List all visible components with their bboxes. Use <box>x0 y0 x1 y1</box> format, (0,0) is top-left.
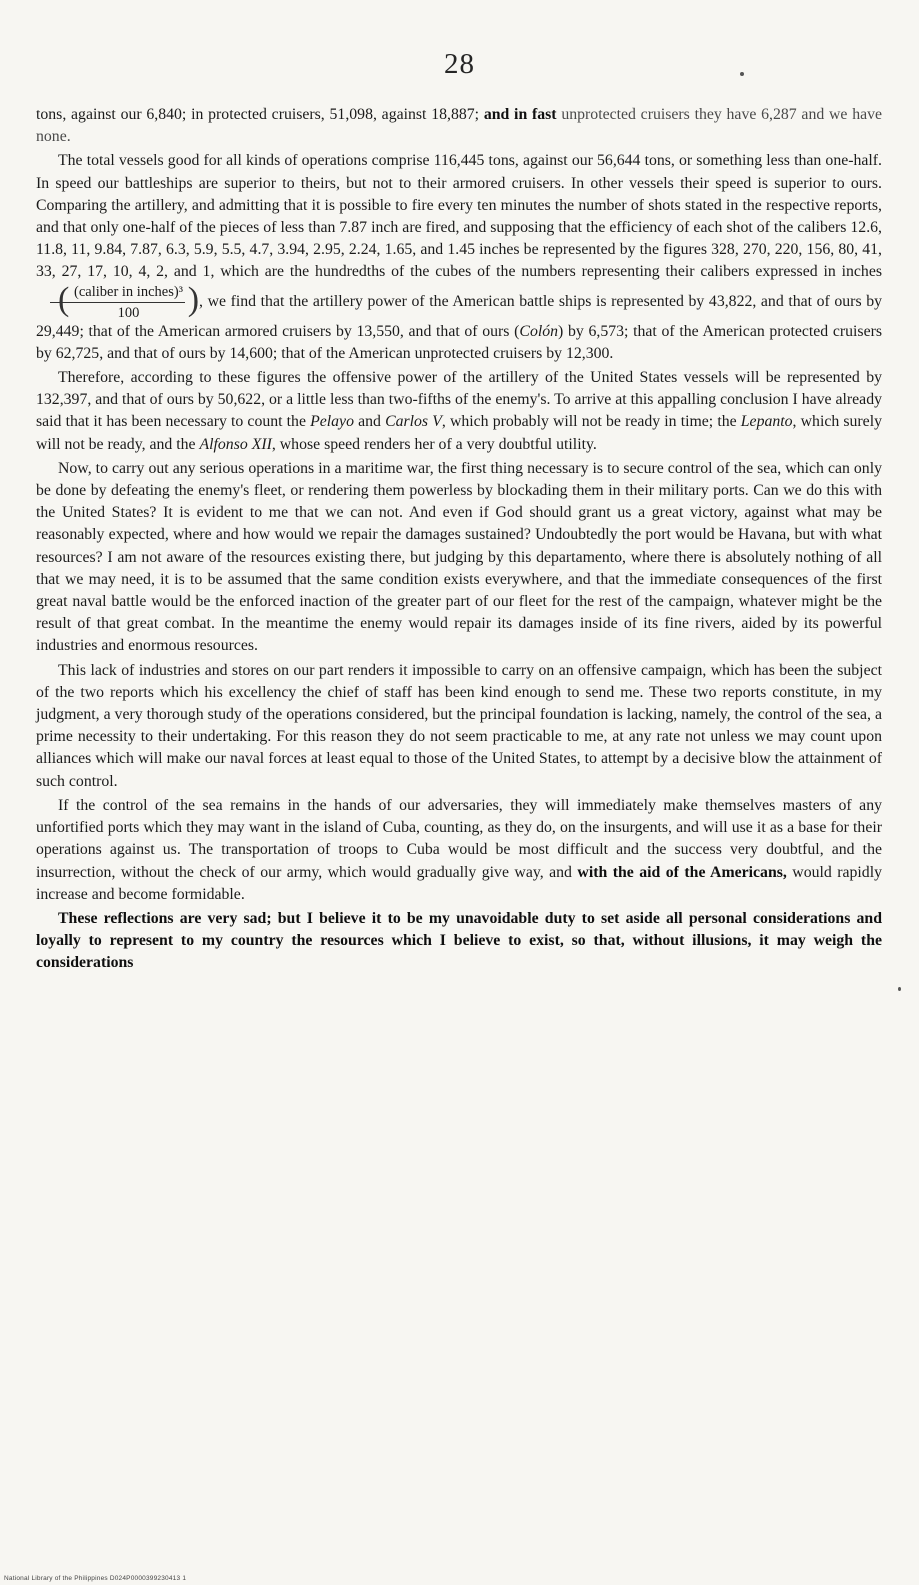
p6-text-c: would rapidly increase and become formidable. <box>36 863 882 903</box>
p3-and: and <box>353 413 386 431</box>
paragraph-3 <box>36 367 882 456</box>
formula-left-paren: ( <box>58 280 70 318</box>
paragraph-4: Now, to carry out any serious operations in a maritime war, the first thing necessary is to secure control of the sea, which can only be done by defeating the enemy's fleet, or rendering them powerless by blockading them in their military ports. Can we do this with the United States? It is evident to me that we can not. And even if God should grant us a great victory, against what may be reasonably expected, where and how would we repair the damages sustained? Undoubtedly the port would be Havana, but with what resources? I am not aware of the resources existing there, but judging by this departamento, where there is absolutely nothing of all that we may need, it is to be assumed that the same condition exists everywhere, and that the immediate consequences of the first great naval battle would be the enforced inaction of the greater part of our fleet for the rest of the campaign, whatever might be the result of that great combat. In the meantime the enemy would repair its damages inside of its fine rivers, aided by its powerful industries and enormous resources. <box>36 459 882 655</box>
p2-text-a: The total vessels good for all kinds of operations comprise 116,445 tons, against our 56,644 tons, or something less than one-half. In speed our battleships are superior to theirs, but not to their armored cruisers. In other vessels their speed is superior to ours. Comparing the artillery, and admitting that it is possible to fire every ten minutes the number of shots stated in the respective reports, and that only one-half of the pieces of less than 7.87 inch are fired, and supposing that the efficiency of each shot of the calibers 12.6, 11.8, 11, 9.84, 7.87, 6.3, 5.9, 5.5, 4.7, 3.94, 2.95, 2.24, 1.65, and 1.45 inches be represented by the figures 328, 270, 220, 156, 80, 41, 33, 27, 17, 10, 4, 2, and 1, which are the hundredths of the cubes of the numbers representing their calibers expressed in inches <box>36 152 882 281</box>
p3-pelayo: Pelayo <box>310 413 354 431</box>
paragraph-7 <box>36 908 882 975</box>
p6-text-a: If the control of the sea remains in the hands of our adversaries, they will immediately make themselves masters of any unfortified ports which they may want in the island of Cuba, counting, as they do, on the insurgents, and will use it as a base for their operations against us. The transportation of troops to Cuba would be most difficult and the success very doubtful, and the insurrection, without the check of our army, which would gradually give way, and <box>36 796 882 881</box>
p2-text-b: , we find that the artillery power of the American battle ships is represented by 43,822, and that of ours by 29,449; that of the American armored cruisers by 13,550, and that of ours ( <box>36 292 882 340</box>
paragraph-5: This lack of industries and stores on our part renders it impossible to carry on an offensive campaign, which has been the subject of the two reports which his excellency the chief of staff has been kind enough to send me. These two reports constitute, in my judgment, a very thorough study of the operations considered, but the principal foundation is lacking, namely, the control of the sea, a prime necessity to their undertaking. For this reason they do not seem practicable to me, at any rate not unless we may count upon alliances which will make our naval forces at least equal to those of the United States, to attempt by a decisive blow the attainment of such control. <box>36 661 882 790</box>
formula-denominator: 100 <box>117 304 140 321</box>
caliber-formula <box>40 280 200 321</box>
formula-numerator: (caliber in inches)³ <box>50 284 185 303</box>
p1-text-b: and in fast <box>483 106 557 123</box>
archive-footer: National Library of the Philippines D024P0000399230413 1 <box>4 1575 187 1582</box>
p3-text-d: , whose speed renders her of a very doubtful utility. <box>271 435 597 453</box>
paragraph-1 <box>36 104 882 148</box>
p1-text-c: unprotected cruisers they have 6,287 and we have none. <box>36 106 883 146</box>
scan-speck <box>740 72 744 76</box>
page-number: 28 <box>444 48 475 80</box>
p6-text-b: with the aid of the Americans, <box>577 863 787 881</box>
formula-right-paren: ) <box>187 280 200 318</box>
p7-text: These reflections are very sad; but I believe it to be my unavoidable duty to set aside all personal considerations and loyally to represent to my country the resources which I believe to exist, so that, without illusions, it may weigh the considerations <box>36 909 882 972</box>
p3-text-c: , which surely will not be ready, and the <box>36 413 882 453</box>
scan-speck <box>898 987 901 991</box>
p3-text-b: , which probably will not be ready in time; the <box>441 413 741 431</box>
p1-text-a: tons, against our 6,840; in protected cruisers, 51,098, against 18,887; <box>36 106 480 123</box>
p3-lepanto: Lepanto <box>740 413 793 431</box>
p3-text-a: Therefore, according to these figures the offensive power of the artillery of the United States vessels will be represented by 132,397, and that of ours by 50,622, or a little less than two-fifths of the enemy's. To arrive at this appalling conclusion I have already said that it has been necessary to count the <box>36 369 882 431</box>
p2-text-c: ) by 6,573; that of the American protected cruisers by 62,725, and that of ours by 14,600; that of the American unprotected cruisers by 12,300. <box>36 322 882 362</box>
paragraph-6 <box>36 795 882 906</box>
p3-carlos: Carlos V <box>385 413 442 431</box>
p3-alfonso: Alfonso XII <box>199 435 272 453</box>
paragraph-2 <box>36 150 882 365</box>
body-text <box>36 104 882 977</box>
p2-colon: Colón <box>519 322 559 340</box>
